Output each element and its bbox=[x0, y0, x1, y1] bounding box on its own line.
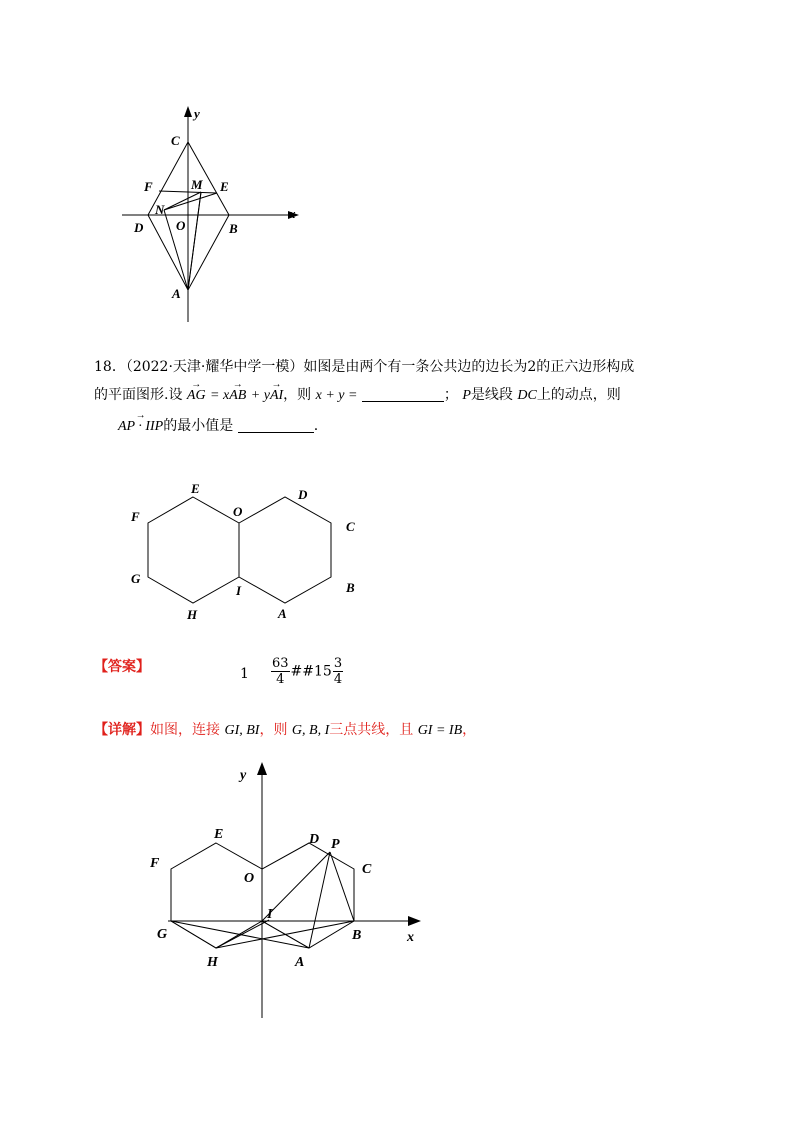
point-label-P: P bbox=[331, 837, 340, 852]
answer-blank-2 bbox=[238, 418, 314, 433]
point-label-E: E bbox=[191, 481, 200, 496]
point-label-B: B bbox=[346, 580, 355, 595]
point-label-C: C bbox=[346, 519, 355, 534]
point-label-C: C bbox=[171, 133, 180, 148]
point-label-D: D bbox=[309, 832, 320, 847]
vector-AG: → AG bbox=[187, 386, 206, 406]
point-label-F: F bbox=[144, 179, 153, 194]
answer-value: 1 bbox=[240, 666, 249, 682]
answer-blank-1 bbox=[362, 387, 444, 402]
axis-label-y: y bbox=[194, 106, 200, 121]
problem-source: （2022·天津·耀华中学一模） bbox=[125, 359, 304, 375]
fraction-63-4: $\frac{63}{4}$ bbox=[272, 656, 289, 687]
point-label-O: O bbox=[176, 218, 186, 233]
answer-label: 【答案】 bbox=[94, 659, 150, 675]
point-label-F: F bbox=[131, 509, 140, 524]
vector-AB: → AB bbox=[229, 386, 246, 406]
point-label-A: A bbox=[172, 286, 181, 301]
figure-rhombus bbox=[0, 100, 400, 330]
figure-double-hexagon bbox=[0, 470, 400, 630]
hexagon-left bbox=[148, 497, 239, 603]
axis-label-y: y bbox=[240, 768, 247, 783]
problem-line-1 bbox=[94, 357, 634, 377]
segment-GA bbox=[171, 921, 309, 948]
y-arrow-icon bbox=[184, 106, 192, 117]
point-label-D: D bbox=[134, 220, 144, 235]
hexagon-left bbox=[171, 843, 262, 948]
dot-product-expression: → AP · IIP bbox=[118, 417, 163, 437]
point-label-F: F bbox=[150, 856, 160, 871]
point-label-H: H bbox=[187, 607, 198, 622]
detail-line: 【详解】如图，连接 GI, BI，则 G, B, I三点共线，且 GI = IB， bbox=[94, 722, 477, 738]
problem-text: 如图是由两个有一条公共边的边长为2的正六边形构成 bbox=[303, 359, 635, 375]
point-label-G: G bbox=[157, 927, 168, 942]
point-label-B: B bbox=[229, 221, 238, 236]
hexagon-right bbox=[239, 497, 331, 603]
segment-AC-right bbox=[188, 192, 201, 290]
point-label-N: N bbox=[155, 202, 165, 217]
point-label-B: B bbox=[352, 928, 362, 943]
point-label-C: C bbox=[362, 862, 372, 877]
point-label-I: I bbox=[236, 583, 242, 598]
figure-hexagon-axes bbox=[0, 755, 460, 1030]
problem-line-3: → AP · IIP的最小值是 . bbox=[118, 416, 318, 437]
problem-number: 18． bbox=[94, 359, 126, 375]
problem-line-2: 的平面图形.设 → AG = x→ AB + y→ AI，则 x + y = ； P是线段 DC上的动点，则 bbox=[94, 385, 621, 406]
x-arrow-icon bbox=[408, 916, 421, 926]
segment-AP bbox=[309, 852, 330, 948]
hexagon-right bbox=[262, 843, 354, 948]
detail-label: 【详解】 bbox=[94, 722, 150, 738]
point-label-H: H bbox=[207, 955, 218, 970]
point-label-E: E bbox=[220, 179, 229, 194]
point-label-A: A bbox=[278, 606, 287, 621]
segment-HI bbox=[216, 920, 269, 948]
y-arrow-icon bbox=[257, 762, 267, 775]
vector-AI: → AI bbox=[270, 386, 283, 406]
answer-fraction-group: $\frac{63}{4}$ ##15 $\frac{3}{4}$ bbox=[272, 656, 343, 687]
segment-NM bbox=[164, 192, 201, 210]
point-label-O: O bbox=[233, 504, 243, 519]
point-label-E: E bbox=[214, 827, 224, 842]
point-label-O: O bbox=[244, 871, 255, 886]
point-label-I: I bbox=[267, 907, 273, 922]
point-label-G: G bbox=[131, 571, 141, 586]
axis-label-x: x bbox=[289, 206, 296, 221]
fraction-3-4: $\frac{3}{4}$ bbox=[333, 656, 343, 687]
point-label-A: A bbox=[295, 955, 305, 970]
segment-IA bbox=[262, 921, 309, 948]
point-label-M: M bbox=[191, 177, 203, 192]
point-label-D: D bbox=[298, 487, 308, 502]
answer-line bbox=[94, 656, 150, 676]
segment-NE bbox=[164, 193, 217, 210]
axis-label-x: x bbox=[407, 930, 414, 945]
